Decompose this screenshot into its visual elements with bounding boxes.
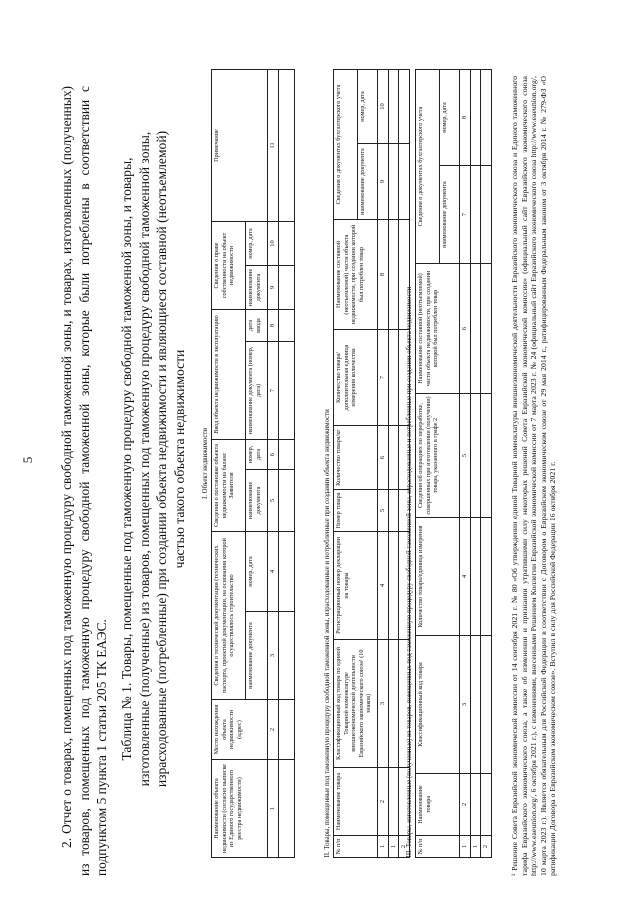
header-object-name: Наименование объекта недвижимости (согласно выписке из Единого государственного реестра недвижимости) <box>212 760 268 858</box>
subheader-number-date: номер, дата <box>440 69 460 165</box>
header-component-name: Наименование составной (неотъемлемой) части объекта недвижимости, при создании которой был потреблен товар <box>334 220 378 330</box>
column-number: 1 <box>460 836 470 858</box>
header-accounting-docs: Сведения о документах бухгалтерского учета <box>334 70 358 220</box>
table-section-1 <box>200 70 295 858</box>
column-number: 7 <box>460 166 470 264</box>
subheader-doc-name: наименование документа <box>358 144 378 220</box>
table-cell <box>278 760 294 858</box>
header-goods-name: Наименование товара <box>416 774 460 836</box>
table-cell <box>481 774 491 836</box>
subheader-commission-doc: наименование документа (номер, дата) <box>246 342 268 440</box>
column-number: 1 <box>268 760 278 858</box>
column-number: 6 <box>268 440 278 470</box>
table-cell <box>481 166 491 264</box>
table-cell <box>388 768 398 836</box>
page-number: 5 <box>20 456 35 464</box>
column-number: 3 <box>460 636 470 774</box>
table-cell <box>470 774 480 836</box>
table-cell <box>481 636 491 774</box>
subheader-number-date: номер, дата <box>246 532 268 612</box>
row-number: 1 <box>388 836 398 858</box>
header-tech-docs: Сведения о технической документации (технических паспорта, проектной документации, на основании которой осуществлялось строительство <box>212 532 246 700</box>
header-goods-name: Наименование товара <box>334 768 378 836</box>
table-cell <box>388 640 398 768</box>
table-cell <box>388 220 398 330</box>
subheader-doc-name: наименование документа <box>246 470 268 532</box>
table-cell <box>278 532 294 612</box>
table-cell <box>388 70 398 144</box>
table-cell <box>470 518 480 636</box>
column-number: 6 <box>460 264 470 394</box>
header-accounting-docs: Сведения о документах бухгалтерского учета <box>416 69 440 263</box>
table-cell <box>278 700 294 760</box>
header-quantity-unit: Количество товара/единица измерения <box>416 518 460 636</box>
column-number: 4 <box>268 532 278 612</box>
column-number: 1 <box>378 836 388 858</box>
header-ownership-rights: Сведения о праве собственности на объект недвижимости <box>212 222 246 310</box>
table-cell <box>278 310 294 342</box>
header-item-number: Номер товара <box>334 490 378 532</box>
table-cell <box>278 266 294 310</box>
header-row-number: № п/п <box>334 836 378 858</box>
table-cell <box>278 70 294 222</box>
subheader-number-date: номер, дата <box>246 222 268 266</box>
column-number: 7 <box>268 342 278 440</box>
column-number: 10 <box>268 222 278 266</box>
column-number: 5 <box>460 394 470 518</box>
table-cell <box>388 532 398 640</box>
header-location: Место нахождения объекта недвижимости (адрес) <box>212 700 268 760</box>
table-cell <box>470 264 480 394</box>
header-commissioning: Ввод объекта недвижимости в эксплуатацию <box>212 310 246 440</box>
section-1-title: I. Объект недвижимости <box>202 428 209 499</box>
table-cell <box>470 636 480 774</box>
subheader-number-date: номер, дата <box>358 70 378 144</box>
header-row-number: № п/п <box>416 836 460 858</box>
table-cell <box>481 264 491 394</box>
footnote: ¹ Решение Совета Евразийской экономической комиссии от 14 сентября 2021 г. № 80 «Об утверждении единой Товарной номенклатуры внешнеэкономической деятельности Евразийского экономического союза и Единого таможенного тарифа Евразийского экономического союза, а также об изменении и признании утратившими силу некоторых решений Совета Евразийской экономической комиссии» (официальный сайт Евразийского экономического союза http://www.eaeunion.org/, 6 октября 2021 г.), с изменениями, внесенными Решением Коллегии Евразийской экономической комиссии от 7 марта 2023 г. № 24 (официальный сайт Евразийского экономического союза http://www.eaeunion.org/, 10 марта 2023 г.). Является обязательным для Российской Федерации в соответствии с Договором о Евразийском экономическом союзе от 29 мая 2014 г., ратифицированным Федеральным законом от 3 октября 2014 г. № 279-ФЗ «О ратификации Договора о Евразийском экономическом союзе». Вступил в силу для Российской Федерации 16 октября 2021 г. <box>510 76 558 876</box>
table-section-3 <box>404 70 492 858</box>
column-number: 4 <box>460 518 470 636</box>
table-cell <box>278 440 294 470</box>
column-number: 10 <box>378 70 388 144</box>
subheader-number-date: номер, дата <box>246 440 268 470</box>
table-cell <box>470 394 480 518</box>
row-number: 2 <box>481 836 491 858</box>
table-section-2 <box>322 70 410 858</box>
header-classifier-code: Классификационный код товара по единой Товарной номенклатуре внешнеэкономической деятельности Евразийского экономического союза¹ (10 знаков) <box>334 640 378 768</box>
header-processing-operations: Сведения об операциях по переработке, совершенных при изготовлении (получении) товара, указанного в графе 2 <box>416 394 460 518</box>
column-number: 2 <box>268 700 278 760</box>
column-number: 6 <box>378 426 388 490</box>
column-number: 8 <box>378 220 388 330</box>
column-number: 8 <box>268 310 278 342</box>
column-number: 7 <box>378 330 388 426</box>
table-cell <box>388 330 398 426</box>
row-number: 2 <box>399 836 409 858</box>
column-number: 2 <box>378 768 388 836</box>
table-cell <box>278 222 294 266</box>
header-quantity-kg: Количество товара/кг <box>334 426 378 490</box>
subheader-entry-date: дата ввода <box>246 310 268 342</box>
section-3-title: III. Товары, изготовленные (полученные) из товаров, помещенных под таможенную процедуру свободной таможенной зоны, израсходованные и потребленные при создании объекта недвижимости <box>406 286 413 858</box>
column-number: 9 <box>378 144 388 220</box>
column-number: 2 <box>460 774 470 836</box>
table-title: Таблица № 1. Товары, помещенные под таможенную процедуру свободной таможенной зоны, и товары, изготовленные (полученные) из товаров, помещенных под таможенную процедуру свободной таможенной зоны, израсходованные (потребленные) при создании объекта недвижимости и являющиеся составной (неотъемлемой) частью такого объекта недвижимости <box>119 130 187 788</box>
column-number: 8 <box>460 69 470 165</box>
header-balance: Сведения о постановке объекта недвижимости на баланс Заявителя <box>212 440 246 532</box>
table-cell <box>388 144 398 220</box>
header-notes: Примечание <box>212 70 268 222</box>
column-number: 3 <box>378 640 388 768</box>
subheader-doc-name: наименование документа <box>246 612 268 700</box>
column-number: 11 <box>268 70 278 222</box>
column-number: 5 <box>268 470 278 532</box>
header-declaration-number: Регистрационный номер декларации на товары <box>334 532 378 640</box>
section-2-title: II. Товары, помещенные под таможенную процедуру свободной таможенной зоны, израсходованные и потребленные при создании объекта недвижимости <box>324 409 331 858</box>
row-number: 1 <box>470 836 480 858</box>
table-cell <box>278 612 294 700</box>
table-cell <box>278 342 294 440</box>
column-number: 5 <box>378 490 388 532</box>
intro-paragraph: 2. Отчет о товарах, помещенных под таможенную процедуру свободной таможенной зоны, и товарах, изготовленных (полученных) из товаров, помещенных под таможенную процедуру свободной таможенной зоны, которые были потреблены в соответствии с подпунктом 5 пункта 1 статьи 205 ТК ЕАЭС. <box>59 86 109 876</box>
subheader-doc-name: наименование документа <box>246 266 268 310</box>
table-cell <box>481 69 491 165</box>
header-quantity-unit: Количество товара/дополнительная единица измерения количества <box>334 330 378 426</box>
table-cell <box>481 394 491 518</box>
column-number: 4 <box>378 532 388 640</box>
column-number: 3 <box>268 612 278 700</box>
table-cell <box>470 69 480 165</box>
subheader-doc-name: наименование документа <box>440 166 460 264</box>
table-cell <box>470 166 480 264</box>
header-classifier-code: Классификационный код товара <box>416 636 460 774</box>
column-number: 9 <box>268 266 278 310</box>
table-cell <box>388 426 398 490</box>
table-cell <box>481 518 491 636</box>
header-component-name: Наименование составной (неотъемлемой) части объекта недвижимости, при создании которой был потреблен товар <box>416 264 460 394</box>
table-cell <box>388 490 398 532</box>
table-cell <box>278 470 294 532</box>
